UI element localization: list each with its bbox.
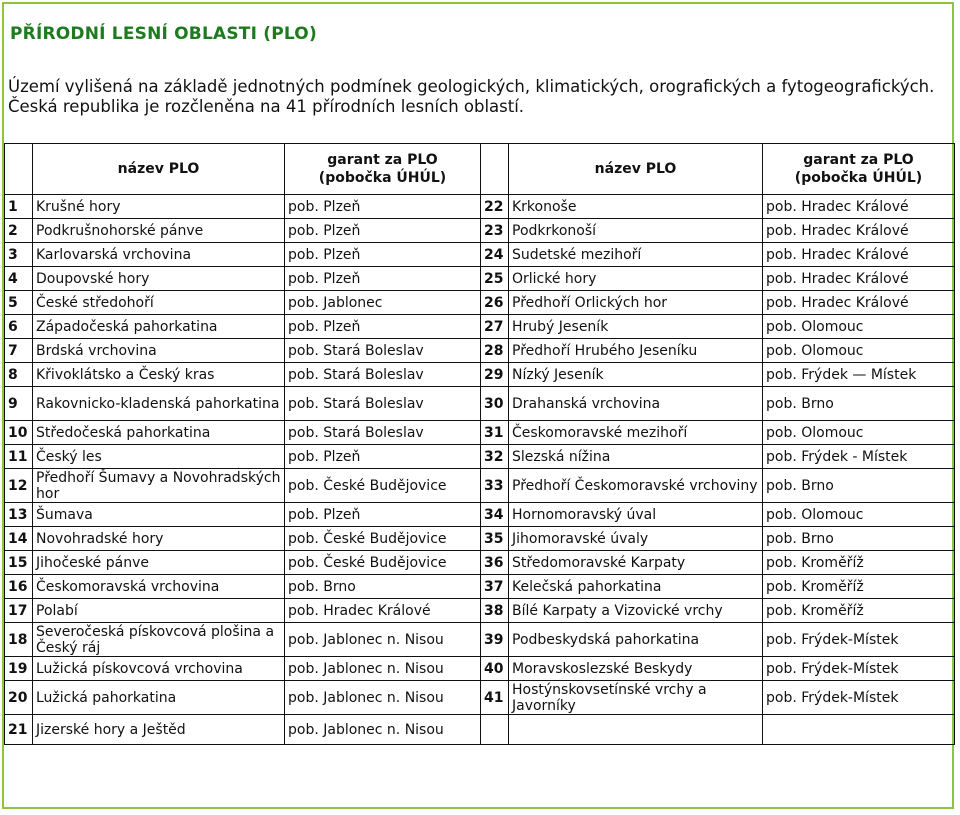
table-row — [5, 681, 955, 715]
plo-name: Jizerské hory a Ještěd — [33, 715, 285, 745]
plo-guarantor: pob. Plzeň — [285, 503, 481, 527]
plo-number: 6 — [5, 315, 33, 339]
plo-number: 16 — [5, 575, 33, 599]
plo-guarantor: pob. Brno — [763, 527, 955, 551]
plo-number: 26 — [481, 291, 509, 315]
plo-name: Předhoří Šumavy a Novohradských hor — [33, 469, 285, 503]
plo-name: Podkrkonoší — [509, 219, 763, 243]
table-row — [5, 339, 955, 363]
plo-name: Lužická pískovcová vrchovina — [33, 657, 285, 681]
name-header: název PLO — [509, 144, 763, 195]
plo-guarantor: pob. České Budějovice — [285, 551, 481, 575]
table-row — [5, 219, 955, 243]
plo-number: 14 — [5, 527, 33, 551]
plo-guarantor: pob. Jablonec n. Nisou — [285, 715, 481, 745]
table-row — [5, 387, 955, 421]
plo-name: Českomoravské mezihoří — [509, 421, 763, 445]
plo-name: Bílé Karpaty a Vizovické vrchy — [509, 599, 763, 623]
plo-number — [481, 715, 509, 745]
plo-guarantor: pob. Plzeň — [285, 243, 481, 267]
plo-number: 23 — [481, 219, 509, 243]
plo-name: Středomoravské Karpaty — [509, 551, 763, 575]
plo-guarantor: pob. Olomouc — [763, 421, 955, 445]
plo-number: 20 — [5, 681, 33, 715]
plo-number: 7 — [5, 339, 33, 363]
plo-name: Karlovarská vrchovina — [33, 243, 285, 267]
table-row — [5, 421, 955, 445]
plo-number: 22 — [481, 195, 509, 219]
plo-number: 13 — [5, 503, 33, 527]
table-row — [5, 445, 955, 469]
plo-number: 8 — [5, 363, 33, 387]
plo-guarantor: pob. Jablonec n. Nisou — [285, 623, 481, 657]
plo-guarantor: pob. Brno — [763, 387, 955, 421]
plo-name: Krkonoše — [509, 195, 763, 219]
plo-number: 36 — [481, 551, 509, 575]
plo-name: Moravskoslezské Beskydy — [509, 657, 763, 681]
plo-guarantor: pob. Brno — [285, 575, 481, 599]
plo-name: Krušné hory — [33, 195, 285, 219]
plo-guarantor: pob. Kroměříž — [763, 599, 955, 623]
plo-guarantor: pob. Hradec Králové — [763, 291, 955, 315]
table-row — [5, 243, 955, 267]
plo-number: 2 — [5, 219, 33, 243]
page-description: Území vylišená na základě jednotných podmínek geologických, klimatických, orografických a fytogeografických. Česká republika je rozčleněna na 41 přírodních lesních oblastí. — [8, 77, 935, 116]
plo-guarantor: pob. České Budějovice — [285, 527, 481, 551]
plo-number: 27 — [481, 315, 509, 339]
plo-name: Jihočeské pánve — [33, 551, 285, 575]
plo-guarantor: pob. Olomouc — [763, 339, 955, 363]
plo-name: Lužická pahorkatina — [33, 681, 285, 715]
table-row — [5, 503, 955, 527]
plo-name: Orlické hory — [509, 267, 763, 291]
number-header — [481, 144, 509, 195]
plo-name: Rakovnicko-kladenská pahorkatina — [33, 387, 285, 421]
plo-guarantor — [763, 715, 955, 745]
plo-guarantor: pob. Frýdek-Místek — [763, 623, 955, 657]
table-row — [5, 291, 955, 315]
guarantor-header-line2: (pobočka ÚHÚL) — [794, 170, 923, 186]
plo-guarantor: pob. Stará Boleslav — [285, 339, 481, 363]
plo-number: 40 — [481, 657, 509, 681]
plo-guarantor: pob. Hradec Králové — [285, 599, 481, 623]
name-header: název PLO — [33, 144, 285, 195]
plo-guarantor: pob. Hradec Králové — [763, 219, 955, 243]
plo-number: 41 — [481, 681, 509, 715]
table-row — [5, 195, 955, 219]
plo-name: Brdská vrchovina — [33, 339, 285, 363]
plo-number: 35 — [481, 527, 509, 551]
plo-name: Drahanská vrchovina — [509, 387, 763, 421]
plo-name: Český les — [33, 445, 285, 469]
plo-guarantor: pob. Jablonec n. Nisou — [285, 681, 481, 715]
page-title: PŘÍRODNÍ LESNÍ OBLASTI (PLO) — [10, 24, 317, 44]
plo-number: 3 — [5, 243, 33, 267]
plo-name: Hrubý Jeseník — [509, 315, 763, 339]
plo-guarantor: pob. Jablonec — [285, 291, 481, 315]
plo-number: 21 — [5, 715, 33, 745]
guarantor-header — [285, 144, 481, 195]
plo-guarantor: pob. Frýdek-Místek — [763, 681, 955, 715]
plo-guarantor: pob. Stará Boleslav — [285, 387, 481, 421]
plo-name: Jihomoravské úvaly — [509, 527, 763, 551]
table-body — [5, 195, 955, 745]
plo-name: Podkrušnohorské pánve — [33, 219, 285, 243]
plo-name: Hornomoravský úval — [509, 503, 763, 527]
plo-number: 10 — [5, 421, 33, 445]
plo-name: Sudetské mezihoří — [509, 243, 763, 267]
table-row — [5, 623, 955, 657]
plo-guarantor: pob. Plzeň — [285, 445, 481, 469]
plo-guarantor: pob. Hradec Králové — [763, 267, 955, 291]
plo-name: Nízký Jeseník — [509, 363, 763, 387]
table-row — [5, 599, 955, 623]
plo-name: Západočeská pahorkatina — [33, 315, 285, 339]
plo-number: 1 — [5, 195, 33, 219]
plo-guarantor: pob. Frýdek — Místek — [763, 363, 955, 387]
plo-number: 12 — [5, 469, 33, 503]
plo-guarantor: pob. Kroměříž — [763, 551, 955, 575]
plo-table — [4, 143, 955, 745]
plo-name — [509, 715, 763, 745]
table-row — [5, 575, 955, 599]
plo-number: 11 — [5, 445, 33, 469]
plo-number: 15 — [5, 551, 33, 575]
plo-number: 18 — [5, 623, 33, 657]
plo-name: Podbeskydská pahorkatina — [509, 623, 763, 657]
table-row — [5, 657, 955, 681]
plo-guarantor: pob. Plzeň — [285, 219, 481, 243]
plo-number: 28 — [481, 339, 509, 363]
plo-guarantor: pob. České Budějovice — [285, 469, 481, 503]
plo-name: Severočeská pískovcová plošina a Český ráj — [33, 623, 285, 657]
plo-number: 32 — [481, 445, 509, 469]
table-row — [5, 715, 955, 745]
plo-guarantor: pob. Olomouc — [763, 315, 955, 339]
number-header — [5, 144, 33, 195]
plo-number: 19 — [5, 657, 33, 681]
plo-name: Hostýnskovsetínské vrchy a Javorníky — [509, 681, 763, 715]
table-row — [5, 315, 955, 339]
plo-name: Křivoklátsko a Český kras — [33, 363, 285, 387]
plo-guarantor: pob. Olomouc — [763, 503, 955, 527]
plo-guarantor: pob. Plzeň — [285, 267, 481, 291]
plo-guarantor: pob. Stará Boleslav — [285, 421, 481, 445]
plo-guarantor: pob. Kroměříž — [763, 575, 955, 599]
plo-number: 31 — [481, 421, 509, 445]
plo-name: Polabí — [33, 599, 285, 623]
guarantor-header-line2: (pobočka ÚHÚL) — [318, 170, 447, 186]
plo-name: Předhoří Českomoravské vrchoviny — [509, 469, 763, 503]
plo-name: Doupovské hory — [33, 267, 285, 291]
guarantor-header — [763, 144, 955, 195]
plo-name: Slezská nížina — [509, 445, 763, 469]
plo-number: 5 — [5, 291, 33, 315]
plo-guarantor: pob. Stará Boleslav — [285, 363, 481, 387]
table-row — [5, 363, 955, 387]
plo-number: 9 — [5, 387, 33, 421]
plo-number: 37 — [481, 575, 509, 599]
table-row — [5, 527, 955, 551]
plo-name: Předhoří Orlických hor — [509, 291, 763, 315]
plo-number: 34 — [481, 503, 509, 527]
plo-name: Novohradské hory — [33, 527, 285, 551]
plo-number: 25 — [481, 267, 509, 291]
plo-number: 30 — [481, 387, 509, 421]
guarantor-header-line1: garant za PLO — [327, 152, 438, 168]
plo-name: Kelečská pahorkatina — [509, 575, 763, 599]
table-row — [5, 469, 955, 503]
plo-guarantor: pob. Plzeň — [285, 195, 481, 219]
plo-guarantor: pob. Hradec Králové — [763, 195, 955, 219]
table-header-row — [5, 144, 955, 195]
plo-number: 4 — [5, 267, 33, 291]
plo-number: 33 — [481, 469, 509, 503]
plo-guarantor: pob. Plzeň — [285, 315, 481, 339]
plo-number: 29 — [481, 363, 509, 387]
plo-name: Středočeská pahorkatina — [33, 421, 285, 445]
plo-number: 17 — [5, 599, 33, 623]
plo-number: 39 — [481, 623, 509, 657]
plo-guarantor: pob. Jablonec n. Nisou — [285, 657, 481, 681]
plo-number: 24 — [481, 243, 509, 267]
table-row — [5, 551, 955, 575]
plo-name: Českomoravská vrchovina — [33, 575, 285, 599]
plo-guarantor: pob. Frýdek - Místek — [763, 445, 955, 469]
plo-guarantor: pob. Hradec Králové — [763, 243, 955, 267]
plo-guarantor: pob. Frýdek-Místek — [763, 657, 955, 681]
plo-number: 38 — [481, 599, 509, 623]
plo-name: Šumava — [33, 503, 285, 527]
plo-name: Předhoří Hrubého Jeseníku — [509, 339, 763, 363]
table-row — [5, 267, 955, 291]
guarantor-header-line1: garant za PLO — [803, 152, 914, 168]
plo-name: České středohoří — [33, 291, 285, 315]
plo-guarantor: pob. Brno — [763, 469, 955, 503]
